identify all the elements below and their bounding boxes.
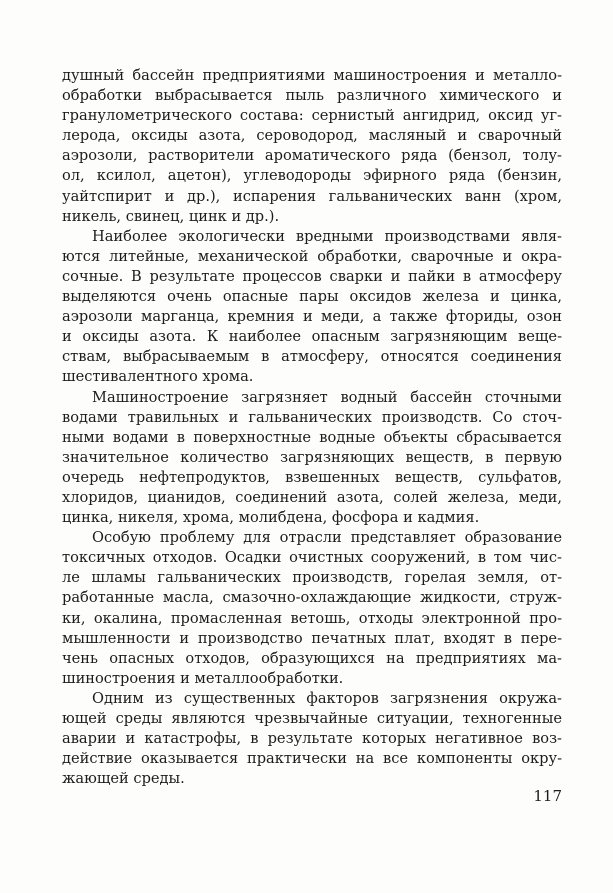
text-line: мышленности и производство печатных плат, входят в пере- <box>62 629 562 647</box>
text-line: Машиностроение загрязняет водный бассейн сточными <box>92 388 562 406</box>
paragraph <box>62 388 562 529</box>
text-line: Особую проблему для отрасли представляет образование <box>92 529 562 547</box>
text-line: ле шламы гальванических производств, горелая земля, от- <box>62 569 562 587</box>
text-line: водами травильных и гальванических производств. Со сточ- <box>62 408 562 426</box>
text-line: хлоридов, цианидов, соединений азота, солей железа, меди, <box>62 488 562 506</box>
text-line: ки, окалина, промасленная ветошь, отходы электронной про- <box>62 609 562 627</box>
paragraph <box>62 528 562 689</box>
text-line: и оксиды азота. К наиболее опасным загрязняющим веще- <box>62 328 562 346</box>
text-line: аэрозоли, растворители ароматического ряда (бензол, толу- <box>62 147 562 165</box>
text-line: уайтспирит и др.), испарения гальванических ванн (хром, <box>62 187 562 205</box>
text-line: ными водами в поверхностные водные объекты сбрасывается <box>62 428 562 446</box>
text-line: работанные масла, смазочно-охлаждающие жидкости, струж- <box>62 589 562 607</box>
text-line: жающей среды. <box>62 770 185 788</box>
page-number: 117 <box>533 787 562 805</box>
text-line: никель, свинец, цинк и др.). <box>62 207 280 225</box>
text-line: лерода, оксиды азота, сероводород, масляный и сварочный <box>62 127 562 145</box>
text-line: цинка, никеля, хрома, молибдена, фосфора и кадмия. <box>62 509 480 527</box>
text-line: душный бассейн предприятиями машиностроения и металло- <box>62 67 562 84</box>
body-text <box>62 66 562 789</box>
text-line: шиностроения и металлообработки. <box>62 669 344 687</box>
text-line: шестивалентного хрома. <box>62 368 254 386</box>
text-line: обработки выбрасывается пыль различного химического и <box>62 87 562 105</box>
text-line: ющей среды являются чрезвычайные ситуации, техногенные <box>62 710 562 727</box>
text-line: выделяются очень опасные пары оксидов железа и цинка, <box>62 288 562 306</box>
text-line: сочные. В результате процессов сварки и пайки в атмосферу <box>62 267 562 285</box>
paragraph <box>62 66 562 227</box>
text-line: чень опасных отходов, образующихся на предприятиях ма- <box>62 649 562 667</box>
text-line: действие оказывается практически на все компоненты окру- <box>62 750 562 768</box>
text-line: токсичных отходов. Осадки очистных сооружений, в том чис- <box>62 549 562 567</box>
paragraph <box>62 227 562 388</box>
text-line: ствам, выбрасываемым в атмосферу, относятся соединения <box>62 348 562 366</box>
text-line: Одним из существенных факторов загрязнения окружа- <box>92 689 562 707</box>
text-line: Наиболее экологически вредными производствами явля- <box>92 227 562 245</box>
text-line: аварии и катастрофы, в результате которых негативное воз- <box>62 730 562 748</box>
text-line: очередь нефтепродуктов, взвешенных веществ, сульфатов, <box>62 468 562 486</box>
paragraph <box>62 689 562 789</box>
text-line: ются литейные, механической обработки, сварочные и окра- <box>62 247 562 265</box>
text-line: значительное количество загрязняющих веществ, в первую <box>62 448 562 466</box>
text-line: гранулометрического состава: сернистый ангидрид, оксид уг- <box>62 107 562 125</box>
text-line: аэрозоли марганца, кремния и меди, а также фториды, озон <box>62 308 562 326</box>
text-line: ол, ксилол, ацетон), углеводороды эфирного ряда (бензин, <box>62 167 562 185</box>
